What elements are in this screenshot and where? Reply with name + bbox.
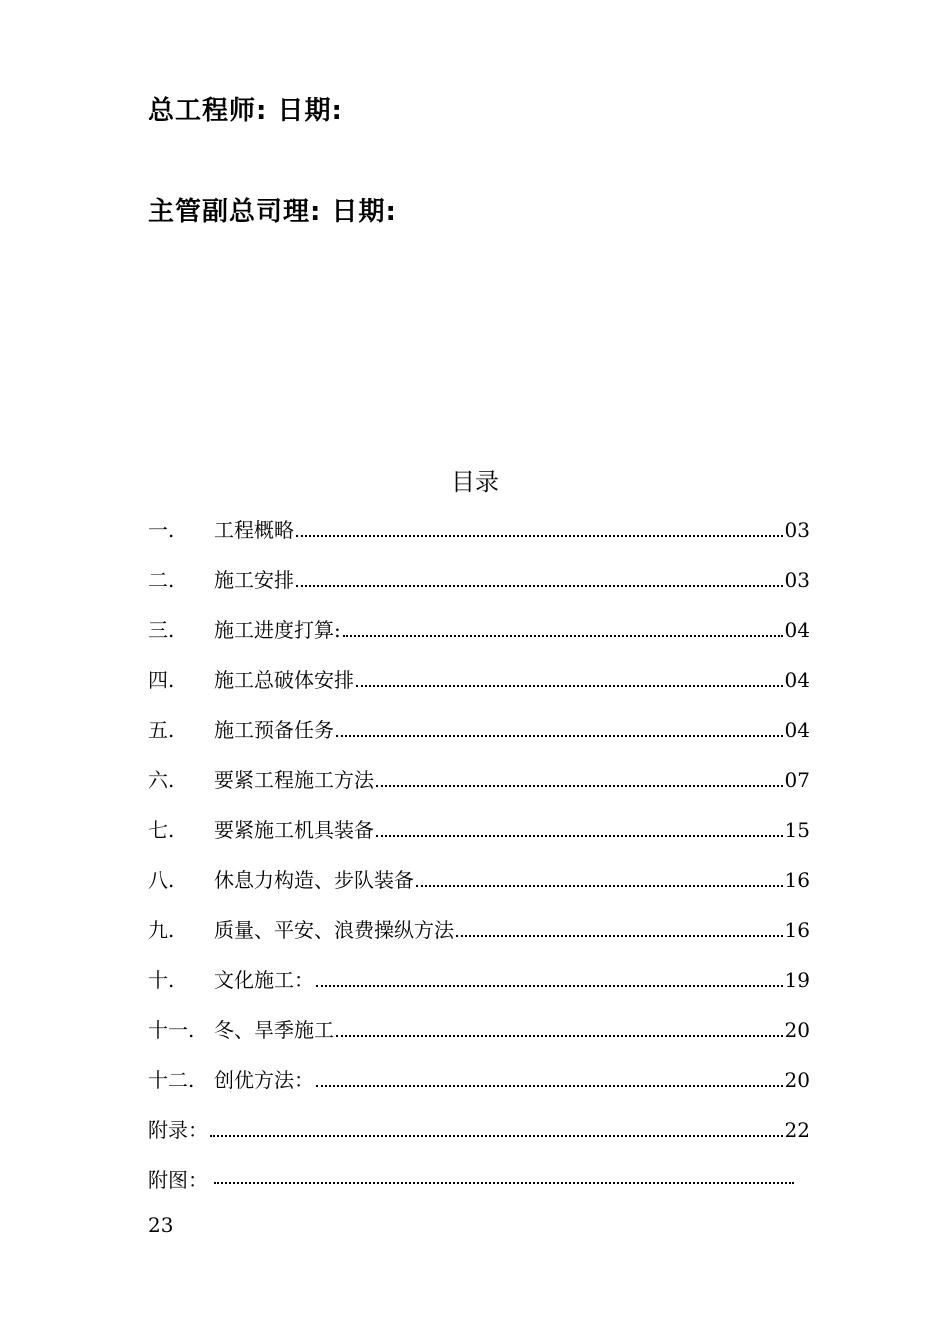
toc-leader-dots bbox=[416, 885, 783, 887]
toc-entry[interactable] bbox=[148, 615, 810, 645]
toc-entry-number: 十二. bbox=[148, 1068, 195, 1092]
toc-leader-dots bbox=[376, 785, 783, 787]
toc-appendix-page: 22 bbox=[784, 1118, 810, 1142]
toc-entry-label: 质量、平安、浪费操纵方法 bbox=[214, 918, 454, 942]
toc-entry-page: 20 bbox=[784, 1018, 810, 1042]
toc-entry-page: 04 bbox=[784, 718, 810, 742]
toc-entry-label: 休息力构造、步队装备 bbox=[214, 868, 414, 892]
toc-entry-label: 冬、旱季施工 bbox=[214, 1018, 334, 1042]
toc-leader-dots bbox=[456, 935, 783, 937]
toc-entry-number: 四. bbox=[148, 668, 175, 692]
toc-entry-label: 施工总破体安排 bbox=[214, 668, 354, 692]
toc-entry-number: 七. bbox=[148, 818, 175, 842]
toc-entry[interactable] bbox=[148, 865, 810, 895]
toc-figures-label: 附图： bbox=[148, 1168, 208, 1192]
toc-entry-page: 16 bbox=[784, 868, 810, 892]
toc-entry[interactable] bbox=[148, 815, 810, 845]
toc-leader-dots bbox=[296, 535, 783, 537]
deputy-manager-signature-line: 主管副总司理: 日期: bbox=[148, 197, 397, 227]
toc-entry-label: 工程概略 bbox=[214, 518, 294, 542]
toc-entry-page: 19 bbox=[784, 968, 810, 992]
toc-entry-label: 要紧施工机具装备 bbox=[214, 818, 374, 842]
toc-entry-number: 五. bbox=[148, 718, 175, 742]
toc-title: 目录 bbox=[451, 468, 499, 496]
toc-entry-label: 施工进度打算: bbox=[214, 618, 341, 642]
toc-entry-page: 04 bbox=[784, 618, 810, 642]
toc-leader-dots bbox=[336, 1035, 783, 1037]
toc-entry-number: 一. bbox=[148, 518, 175, 542]
toc-figures-page: 23 bbox=[148, 1213, 174, 1237]
toc-entry[interactable] bbox=[148, 965, 810, 995]
toc-entry[interactable] bbox=[148, 1015, 810, 1045]
toc-entry-number: 六. bbox=[148, 768, 175, 792]
toc-leader-dots bbox=[356, 685, 783, 687]
toc-entry-page: 07 bbox=[784, 768, 810, 792]
toc-leader-dots bbox=[316, 1085, 783, 1087]
toc-leader-dots bbox=[296, 585, 783, 587]
toc-entry-label: 创优方法： bbox=[214, 1068, 314, 1092]
toc-leader-dots bbox=[376, 835, 783, 837]
toc-entry[interactable] bbox=[148, 515, 810, 545]
toc-entry-label: 文化施工： bbox=[214, 968, 314, 992]
chief-engineer-signature-line: 总工程师: 日期: bbox=[148, 96, 343, 126]
toc-entry-page: 03 bbox=[784, 518, 810, 542]
toc-entry[interactable] bbox=[148, 715, 810, 745]
toc-entry-page: 15 bbox=[784, 818, 810, 842]
toc-leader-dots bbox=[210, 1135, 783, 1137]
toc-entry-label: 施工安排 bbox=[214, 568, 294, 592]
toc-entry-number: 二. bbox=[148, 568, 175, 592]
toc-entry[interactable] bbox=[148, 665, 810, 695]
toc-entry-number: 八. bbox=[148, 868, 175, 892]
toc-appendix-label: 附录： bbox=[148, 1118, 208, 1142]
toc-leader-dots bbox=[316, 985, 783, 987]
toc-entry-page: 04 bbox=[784, 668, 810, 692]
toc-entry-page: 16 bbox=[784, 918, 810, 942]
toc-leader-dots bbox=[336, 735, 783, 737]
toc-entry-number: 三. bbox=[148, 618, 175, 642]
toc-entry-number: 十一. bbox=[148, 1018, 195, 1042]
toc-entry[interactable] bbox=[148, 915, 810, 945]
toc-entry[interactable] bbox=[148, 1065, 810, 1095]
toc-entry-page: 20 bbox=[784, 1068, 810, 1092]
toc-entry-number: 九. bbox=[148, 918, 175, 942]
toc-appendix-entry[interactable] bbox=[148, 1115, 810, 1145]
toc-entry[interactable] bbox=[148, 565, 810, 595]
toc-entry-label: 施工预备任务 bbox=[214, 718, 334, 742]
toc-entry-page: 03 bbox=[784, 568, 810, 592]
toc-entry[interactable] bbox=[148, 765, 810, 795]
toc-leader-dots bbox=[214, 1154, 794, 1184]
toc-entry-number: 十. bbox=[148, 968, 175, 992]
toc-entry-label: 要紧工程施工方法 bbox=[214, 768, 374, 792]
toc-leader-dots bbox=[343, 635, 783, 637]
